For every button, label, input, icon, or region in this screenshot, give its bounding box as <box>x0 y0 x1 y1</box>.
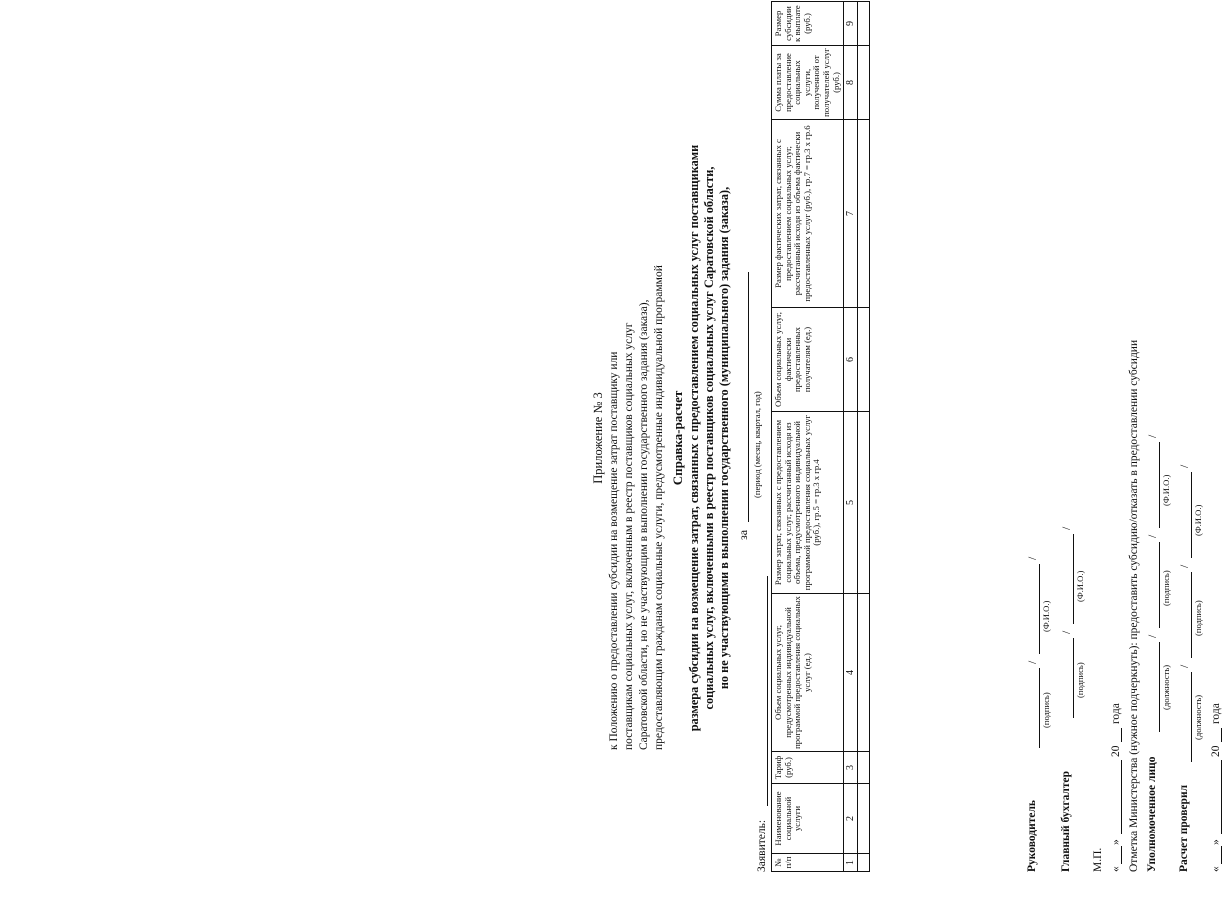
period-field[interactable] <box>736 272 749 522</box>
header-cell: Тариф (руб.) <box>772 752 844 784</box>
authorized-name-caption: (Ф.И.О.) <box>1161 474 1171 506</box>
column-number: 9 <box>844 2 858 46</box>
header-cell: Объем социальных услуг, предусмотренных индивидуальной программой предоставления социальных услуг (ед.) <box>772 594 844 752</box>
table-cell[interactable] <box>858 854 870 872</box>
table-cell[interactable] <box>858 120 870 308</box>
table-cell[interactable] <box>858 594 870 752</box>
document-page <box>585 0 1222 878</box>
period-caption: (период (месяц, квартал, год) <box>752 391 762 498</box>
table-cell[interactable] <box>858 412 870 594</box>
authorized-position-caption: (должность) <box>1161 664 1171 710</box>
checked-position-field[interactable] <box>1179 672 1192 762</box>
separator-slash: / <box>1179 464 1191 468</box>
column-number: 3 <box>844 752 858 784</box>
separator-slash: / <box>1061 630 1073 634</box>
heading-line-3: но не участвующими в выполнении государственного (муниципального) задания (заказа), <box>717 186 731 690</box>
date-open-quote: « <box>1110 866 1122 872</box>
head-signature-field[interactable] <box>1027 668 1040 748</box>
date2-close-quote: » <box>1210 839 1222 845</box>
authorized-name-field[interactable] <box>1147 442 1160 528</box>
checked-name-field[interactable] <box>1179 472 1192 558</box>
column-number: 2 <box>844 784 858 854</box>
date-month-field[interactable] <box>1109 760 1122 834</box>
checked-label: Расчет проверил <box>1178 784 1190 872</box>
separator-slash: / <box>1179 564 1191 568</box>
date2-year-prefix: 20 <box>1210 745 1222 757</box>
table-cell[interactable] <box>858 308 870 412</box>
header-cell: Размер субсидии к выплате (руб.) <box>772 2 844 46</box>
appendix-line-3: Саратовской области, но не участвующим в выполнении государственного задания (заказа), <box>638 299 650 750</box>
accountant-label: Главный бухгалтер <box>1060 770 1072 872</box>
checked-position-caption: (должность) <box>1193 694 1203 740</box>
table-column-numbers-row <box>844 2 858 872</box>
header-cell: Объем социальных услуг, фактически предоставленных получателям (ед.) <box>772 308 844 412</box>
head-signature-caption: (подпись) <box>1041 692 1051 728</box>
date-year-prefix: 20 <box>1110 745 1122 757</box>
column-number: 5 <box>844 412 858 594</box>
column-number: 1 <box>844 854 858 872</box>
appendix-line-2: поставщикам социальных услуг, включенным в реестр поставщиков социальных услуг <box>623 322 635 750</box>
authorized-position-field[interactable] <box>1147 642 1160 732</box>
appendix-line-4: предоставляющим гражданам социальные услуги, предусмотренные индивидуальной программой <box>653 265 665 750</box>
header-cell: Сумма платы за предоставление социальных услуги, полученной от получателей услуг (руб.) <box>772 46 844 120</box>
accountant-signature-field[interactable] <box>1061 638 1074 718</box>
accountant-name-field[interactable] <box>1061 534 1074 624</box>
separator-slash: / <box>1147 434 1159 438</box>
appendix-title: Приложение № 3 <box>591 392 605 484</box>
calculation-table <box>771 1 870 872</box>
head-label: Руководитель <box>1026 800 1038 872</box>
header-cell: Размер фактических затрат, связанных с предоставлением социальных услуг, рассчитанный исходя из объема фактически предоставленных услуг (руб.), гр.7 = гр.3 х гр.6 <box>772 120 844 308</box>
date2-month-field[interactable] <box>1209 760 1222 834</box>
header-cell: Наименование социальной услуги <box>772 784 844 854</box>
heading-line-2: социальных услуг, включенными в реестр поставщиков социальных услуг Саратовской области, <box>702 166 716 710</box>
date-day-field[interactable] <box>1109 846 1122 864</box>
date-year-suffix: года <box>1110 703 1122 724</box>
authorized-signature-caption: (подпись) <box>1161 570 1171 606</box>
heading-line-1: размера субсидии на возмещение затрат, связанных с предоставлением социальных услуг поставщиками <box>687 144 701 732</box>
table-cell[interactable] <box>858 2 870 46</box>
appendix-line-1: к Положению о предоставлении субсидии на возмещение затрат поставщику или <box>608 351 620 750</box>
applicant-label: Заявитель: <box>756 819 768 872</box>
separator-slash: / <box>1147 534 1159 538</box>
date-close-quote: » <box>1110 839 1122 845</box>
header-cell: № п/п <box>772 854 844 872</box>
heading-title: Справка-расчет <box>670 390 685 486</box>
authorized-signature-field[interactable] <box>1147 542 1160 628</box>
separator-slash: / <box>1147 634 1159 638</box>
accountant-name-caption: (Ф.И.О.) <box>1075 570 1085 602</box>
table-row <box>858 2 870 872</box>
date2-year-field[interactable] <box>1209 728 1222 742</box>
table-header-row <box>772 2 844 872</box>
column-number: 6 <box>844 308 858 412</box>
column-number: 8 <box>844 46 858 120</box>
separator-slash: / <box>1061 526 1073 530</box>
separator-slash: / <box>1027 660 1039 664</box>
date2-day-field[interactable] <box>1209 846 1222 864</box>
separator-slash: / <box>1027 556 1039 560</box>
checked-name-caption: (Ф.И.О.) <box>1193 504 1203 536</box>
period-prefix: за <box>736 529 750 540</box>
date-year-field[interactable] <box>1109 728 1122 742</box>
table-cell[interactable] <box>858 46 870 120</box>
date2-year-suffix: года <box>1210 703 1222 724</box>
table-cell[interactable] <box>858 752 870 784</box>
applicant-field[interactable] <box>755 576 768 806</box>
date2-open-quote: « <box>1210 866 1222 872</box>
header-cell: Размер затрат, связанных с предоставлением социальных услуг, рассчитанный исходя из объема, предусмотренного индивидуальной программой предоставления социальных услуг (руб.), гр.5 = гр.3 х гр.4 <box>772 412 844 594</box>
checked-signature-caption: (подпись) <box>1193 600 1203 636</box>
checked-signature-field[interactable] <box>1179 572 1192 658</box>
column-number: 4 <box>844 594 858 752</box>
head-name-field[interactable] <box>1027 564 1040 654</box>
authorized-label: Уполномоченное лицо <box>1146 756 1158 872</box>
separator-slash: / <box>1179 664 1191 668</box>
ministry-note: Отметка Министерства (нужное подчеркнуть): предоставить субсидию/отказать в предоставлении субсидии <box>1128 339 1140 872</box>
head-name-caption: (Ф.И.О.) <box>1041 600 1051 632</box>
column-number: 7 <box>844 120 858 308</box>
stamp-label: М.П. <box>1092 847 1104 872</box>
table-cell[interactable] <box>858 784 870 854</box>
accountant-signature-caption: (подпись) <box>1075 662 1085 698</box>
